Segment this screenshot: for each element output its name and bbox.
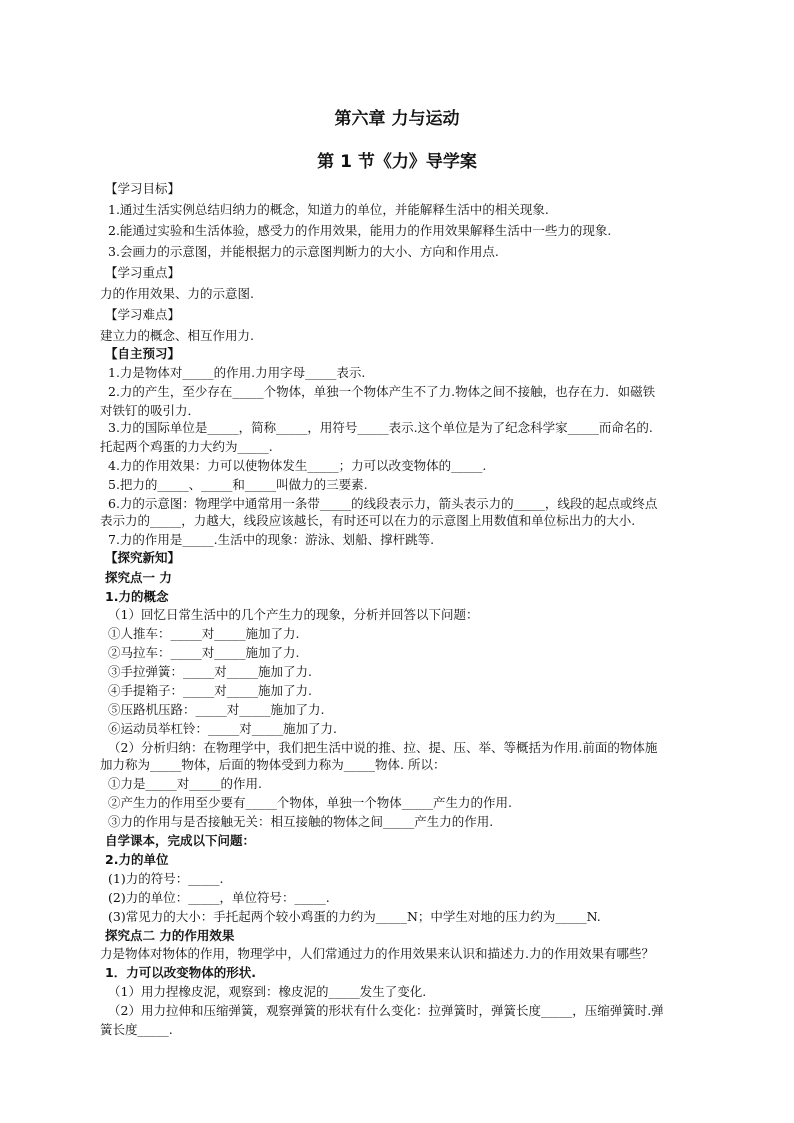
section-force-unit: 2.力的单位 xyxy=(105,852,169,867)
heading-explore: 【探究新知】 xyxy=(105,550,181,565)
text-line: 2.能通过实验和生活体验，感受力的作用效果，能用力的作用效果解释生活中一些力的现象. xyxy=(108,223,612,238)
chapter-title: 第六章 力与运动 xyxy=(334,109,460,129)
text-line: 托起两个鸡蛋的力大约为_____. xyxy=(100,439,273,454)
lesson-title: 第 1 节《力》导学案 xyxy=(317,152,477,172)
self-study-heading: 自学课本，完成以下问题： xyxy=(105,833,256,848)
text-line: 力是物体对物体的作用，物理学中，人们常通过力的作用效果来认识和描述力.力的作用效果有哪些？ xyxy=(100,946,654,961)
text-line: 5.把力的_____、_____和_____叫做力的三要素. xyxy=(108,477,368,492)
text-line: ⑤压路机压路：_____对_____施加了力. xyxy=(108,702,325,717)
text-line: ①力是_____对_____的作用. xyxy=(108,776,262,791)
section-force-concept: 1.力的概念 xyxy=(105,589,169,604)
heading-difficulties: 【学习难点】 xyxy=(105,307,181,322)
text-line: ③手拉弹簧：_____对_____施加了力. xyxy=(108,664,312,679)
text-line: ①人推车：_____对_____施加了力. xyxy=(108,626,300,641)
heading-preview: 【自主预习】 xyxy=(105,346,181,361)
text-line: 力的作用效果、力的示意图. xyxy=(100,286,254,301)
explore-point-one: 探究点一 力 xyxy=(105,570,172,585)
text-line: 1.力是物体对_____的作用.力用字母_____表示. xyxy=(108,365,366,380)
heading-learning-goals: 【学习目标】 xyxy=(105,181,181,196)
text-line: （1）回忆日常生活中的几个产生力的现象，分析并回答以下问题： xyxy=(108,607,479,622)
text-line: （2）分析归纳：在物理学中，我们把生活中说的推、拉、提、压、举、等概括为作用.前面的物体施 xyxy=(108,740,658,755)
text-line: 6.力的示意图：物理学中通常用一条带_____的线段表示力，箭头表示力的_____，线段的起点或终点 xyxy=(108,496,658,511)
text-line: 1.通过生活实例总结归纳力的概念，知道力的单位，并能解释生活中的相关现象. xyxy=(108,202,549,217)
text-line: 建立力的概念、相互作用力. xyxy=(100,328,254,343)
heading-key-points: 【学习重点】 xyxy=(105,265,181,280)
text-line: ④手提箱子：_____对_____施加了力. xyxy=(108,683,312,698)
text-line: 表示力的_____，力越大，线段应该越长，有时还可以在力的示意图上用数值和单位标出力的大小. xyxy=(100,513,636,528)
text-line: 对铁钉的吸引力． xyxy=(100,403,201,418)
text-line: ②马拉车：_____对_____施加了力. xyxy=(108,645,300,660)
text-line: 7.力的作用是_____.生活中的现象：游泳、划船、撑杆跳等. xyxy=(108,532,435,547)
text-line: (1)力的符号：_____. xyxy=(108,871,224,886)
text-line: 2.力的产生，至少存在_____个物体，单独一个物体产生不了力.物体之间不接触，也存在力．如磁铁 xyxy=(108,384,656,399)
text-line: （1）用力捏橡皮泥，观察到：橡皮泥的_____发生了变化. xyxy=(108,984,427,999)
text-line: (3)常见力的大小：手托起两个较小鸡蛋的力约为_____N；中学生对地的压力约为_____N. xyxy=(108,909,601,924)
text-line: 4.力的作用效果：力可以使物体发生_____；力可以改变物体的_____. xyxy=(108,458,487,473)
text-line: ②产生力的作用至少要有_____个物体，单独一个物体_____产生力的作用. xyxy=(108,795,512,810)
text-line: ⑥运动员举杠铃：_____对_____施加了力. xyxy=(108,721,337,736)
text-line: 3.会画力的示意图，并能根据力的示意图判断力的大小、方向和作用点. xyxy=(108,244,499,259)
text-line: (2)力的单位：_____，单位符号：_____. xyxy=(108,890,330,905)
text-line: 簧长度_____. xyxy=(100,1022,173,1037)
explore-point-two: 探究点二 力的作用效果 xyxy=(105,928,235,943)
text-line: ③力的作用与是否接触无关：相互接触的物体之间_____产生力的作用. xyxy=(108,814,494,829)
section-change-shape: 1．力可以改变物体的形状. xyxy=(105,965,256,980)
text-line: 加力称为_____物体，后面的物体受到力称为_____物体. 所以： xyxy=(100,757,446,772)
text-line: （2）用力拉伸和压缩弹簧，观察弹簧的形状有什么变化：拉弹簧时，弹簧长度_____，压缩弹簧时.弹 xyxy=(108,1003,664,1018)
text-line: 3.力的国际单位是_____，简称_____，用符号_____表示.这个单位是为了纪念科学家_____而命名的. xyxy=(108,420,653,435)
